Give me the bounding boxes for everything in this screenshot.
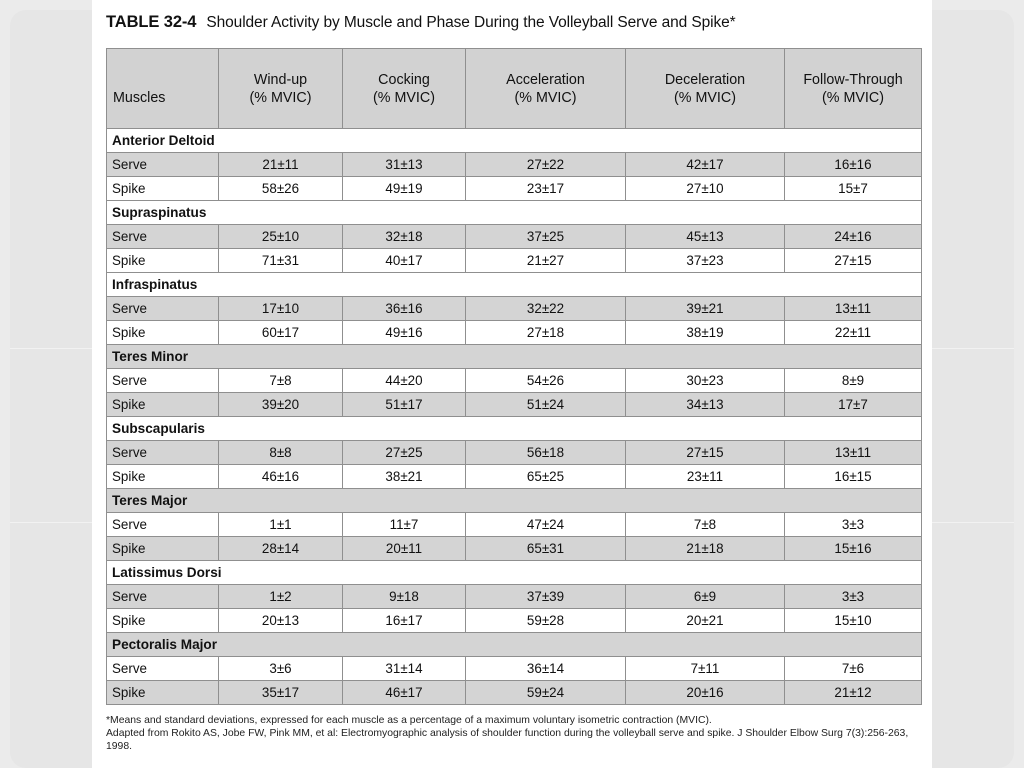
cell-value: 15±16 [785, 537, 922, 561]
muscle-group-row [107, 129, 922, 153]
cell-value: 47±24 [466, 513, 626, 537]
cell-value: 58±26 [219, 177, 343, 201]
table-title [106, 13, 736, 32]
cell-value: 8±8 [219, 441, 343, 465]
cell-value: 17±7 [785, 393, 922, 417]
cell-value: 21±12 [785, 681, 922, 705]
table-row [107, 585, 922, 609]
cell-value: 1±2 [219, 585, 343, 609]
muscle-name: Infraspinatus [107, 273, 922, 297]
cell-value: 65±25 [466, 465, 626, 489]
table-row [107, 681, 922, 705]
cell-value: 31±13 [343, 153, 466, 177]
table-body [107, 129, 922, 705]
cell-value: 51±17 [343, 393, 466, 417]
muscle-name: Pectoralis Major [107, 633, 922, 657]
muscle-name: Supraspinatus [107, 201, 922, 225]
cell-value: 7±8 [626, 513, 785, 537]
cell-value: 34±13 [626, 393, 785, 417]
cell-value: 21±11 [219, 153, 343, 177]
header-acceleration: Acceleration (% MVIC) [466, 49, 626, 129]
cell-value: 11±7 [343, 513, 466, 537]
cell-value: 20±21 [626, 609, 785, 633]
muscle-group-row [107, 201, 922, 225]
cell-value: 42±17 [626, 153, 785, 177]
table-row [107, 153, 922, 177]
table-row [107, 537, 922, 561]
table-row [107, 513, 922, 537]
muscle-name: Anterior Deltoid [107, 129, 922, 153]
cell-value: 15±10 [785, 609, 922, 633]
cell-value: 46±16 [219, 465, 343, 489]
cell-value: 71±31 [219, 249, 343, 273]
table-row [107, 297, 922, 321]
row-label: Spike [107, 321, 219, 345]
row-label: Serve [107, 513, 219, 537]
table-header-row [107, 49, 922, 129]
cell-value: 8±9 [785, 369, 922, 393]
cell-value: 59±28 [466, 609, 626, 633]
cell-value: 20±11 [343, 537, 466, 561]
cell-value: 23±17 [466, 177, 626, 201]
cell-value: 27±15 [785, 249, 922, 273]
cell-value: 16±15 [785, 465, 922, 489]
table-row [107, 609, 922, 633]
footnote-citation: Adapted from Rokito AS, Jobe FW, Pink MM, et al: Electromyographic analysis of shoulder function during the volleyball serve and spike. J Shoulder Elbow Surg 7(3):256-263, 1998. [106, 728, 909, 752]
cell-value: 37±39 [466, 585, 626, 609]
cell-value: 32±22 [466, 297, 626, 321]
row-label: Serve [107, 441, 219, 465]
cell-value: 7±8 [219, 369, 343, 393]
row-label: Spike [107, 681, 219, 705]
table-row [107, 657, 922, 681]
cell-value: 46±17 [343, 681, 466, 705]
cell-value: 40±17 [343, 249, 466, 273]
row-label: Spike [107, 609, 219, 633]
cell-value: 3±3 [785, 585, 922, 609]
cell-value: 15±7 [785, 177, 922, 201]
row-label: Serve [107, 225, 219, 249]
table-row [107, 393, 922, 417]
muscle-name: Subscapularis [107, 417, 922, 441]
cell-value: 27±18 [466, 321, 626, 345]
cell-value: 21±27 [466, 249, 626, 273]
cell-value: 38±19 [626, 321, 785, 345]
cell-value: 37±25 [466, 225, 626, 249]
cell-value: 39±21 [626, 297, 785, 321]
cell-value: 27±22 [466, 153, 626, 177]
table-title-text: Shoulder Activity by Muscle and Phase During the Volleyball Serve and Spike* [206, 14, 736, 31]
muscle-activity-table [106, 48, 922, 705]
cell-value: 59±24 [466, 681, 626, 705]
cell-value: 36±16 [343, 297, 466, 321]
muscle-group-row [107, 489, 922, 513]
cell-value: 3±6 [219, 657, 343, 681]
cell-value: 30±23 [626, 369, 785, 393]
footnote [106, 714, 926, 753]
cell-value: 36±14 [466, 657, 626, 681]
cell-value: 22±11 [785, 321, 922, 345]
cell-value: 7±11 [626, 657, 785, 681]
cell-value: 32±18 [343, 225, 466, 249]
cell-value: 35±17 [219, 681, 343, 705]
muscle-name: Teres Major [107, 489, 922, 513]
header-deceleration: Deceleration (% MVIC) [626, 49, 785, 129]
cell-value: 21±18 [626, 537, 785, 561]
cell-value: 17±10 [219, 297, 343, 321]
cell-value: 13±11 [785, 441, 922, 465]
cell-value: 7±6 [785, 657, 922, 681]
cell-value: 51±24 [466, 393, 626, 417]
header-cocking: Cocking (% MVIC) [343, 49, 466, 129]
cell-value: 1±1 [219, 513, 343, 537]
cell-value: 27±15 [626, 441, 785, 465]
cell-value: 38±21 [343, 465, 466, 489]
cell-value: 31±14 [343, 657, 466, 681]
table-row [107, 249, 922, 273]
cell-value: 27±10 [626, 177, 785, 201]
row-label: Serve [107, 153, 219, 177]
cell-value: 28±14 [219, 537, 343, 561]
row-label: Spike [107, 537, 219, 561]
table-row [107, 441, 922, 465]
cell-value: 39±20 [219, 393, 343, 417]
cell-value: 65±31 [466, 537, 626, 561]
cell-value: 20±13 [219, 609, 343, 633]
muscle-group-row [107, 345, 922, 369]
cell-value: 27±25 [343, 441, 466, 465]
table-row [107, 369, 922, 393]
muscle-name: Teres Minor [107, 345, 922, 369]
row-label: Serve [107, 585, 219, 609]
header-follow-through: Follow-Through (% MVIC) [785, 49, 922, 129]
muscle-group-row [107, 417, 922, 441]
cell-value: 44±20 [343, 369, 466, 393]
cell-value: 20±16 [626, 681, 785, 705]
footnote-definition: *Means and standard deviations, expressed for each muscle as a percentage of a maximum voluntary isometric contraction (MVIC). [106, 715, 712, 726]
row-label: Serve [107, 369, 219, 393]
table-row [107, 321, 922, 345]
cell-value: 54±26 [466, 369, 626, 393]
cell-value: 13±11 [785, 297, 922, 321]
cell-value: 60±17 [219, 321, 343, 345]
row-label: Spike [107, 393, 219, 417]
table-number: TABLE 32-4 [106, 13, 197, 31]
cell-value: 49±19 [343, 177, 466, 201]
header-wind-up: Wind-up (% MVIC) [219, 49, 343, 129]
row-label: Spike [107, 465, 219, 489]
header-muscles: Muscles [107, 49, 219, 129]
row-label: Serve [107, 657, 219, 681]
cell-value: 25±10 [219, 225, 343, 249]
row-label: Spike [107, 177, 219, 201]
muscle-group-row [107, 633, 922, 657]
cell-value: 3±3 [785, 513, 922, 537]
cell-value: 45±13 [626, 225, 785, 249]
cell-value: 56±18 [466, 441, 626, 465]
muscle-group-row [107, 273, 922, 297]
cell-value: 9±18 [343, 585, 466, 609]
row-label: Serve [107, 297, 219, 321]
cell-value: 49±16 [343, 321, 466, 345]
row-label: Spike [107, 249, 219, 273]
table-row [107, 225, 922, 249]
muscle-group-row [107, 561, 922, 585]
table-row [107, 465, 922, 489]
muscle-name: Latissimus Dorsi [107, 561, 922, 585]
cell-value: 16±17 [343, 609, 466, 633]
cell-value: 23±11 [626, 465, 785, 489]
cell-value: 37±23 [626, 249, 785, 273]
table-row [107, 177, 922, 201]
document-page [92, 0, 932, 768]
cell-value: 16±16 [785, 153, 922, 177]
cell-value: 6±9 [626, 585, 785, 609]
cell-value: 24±16 [785, 225, 922, 249]
